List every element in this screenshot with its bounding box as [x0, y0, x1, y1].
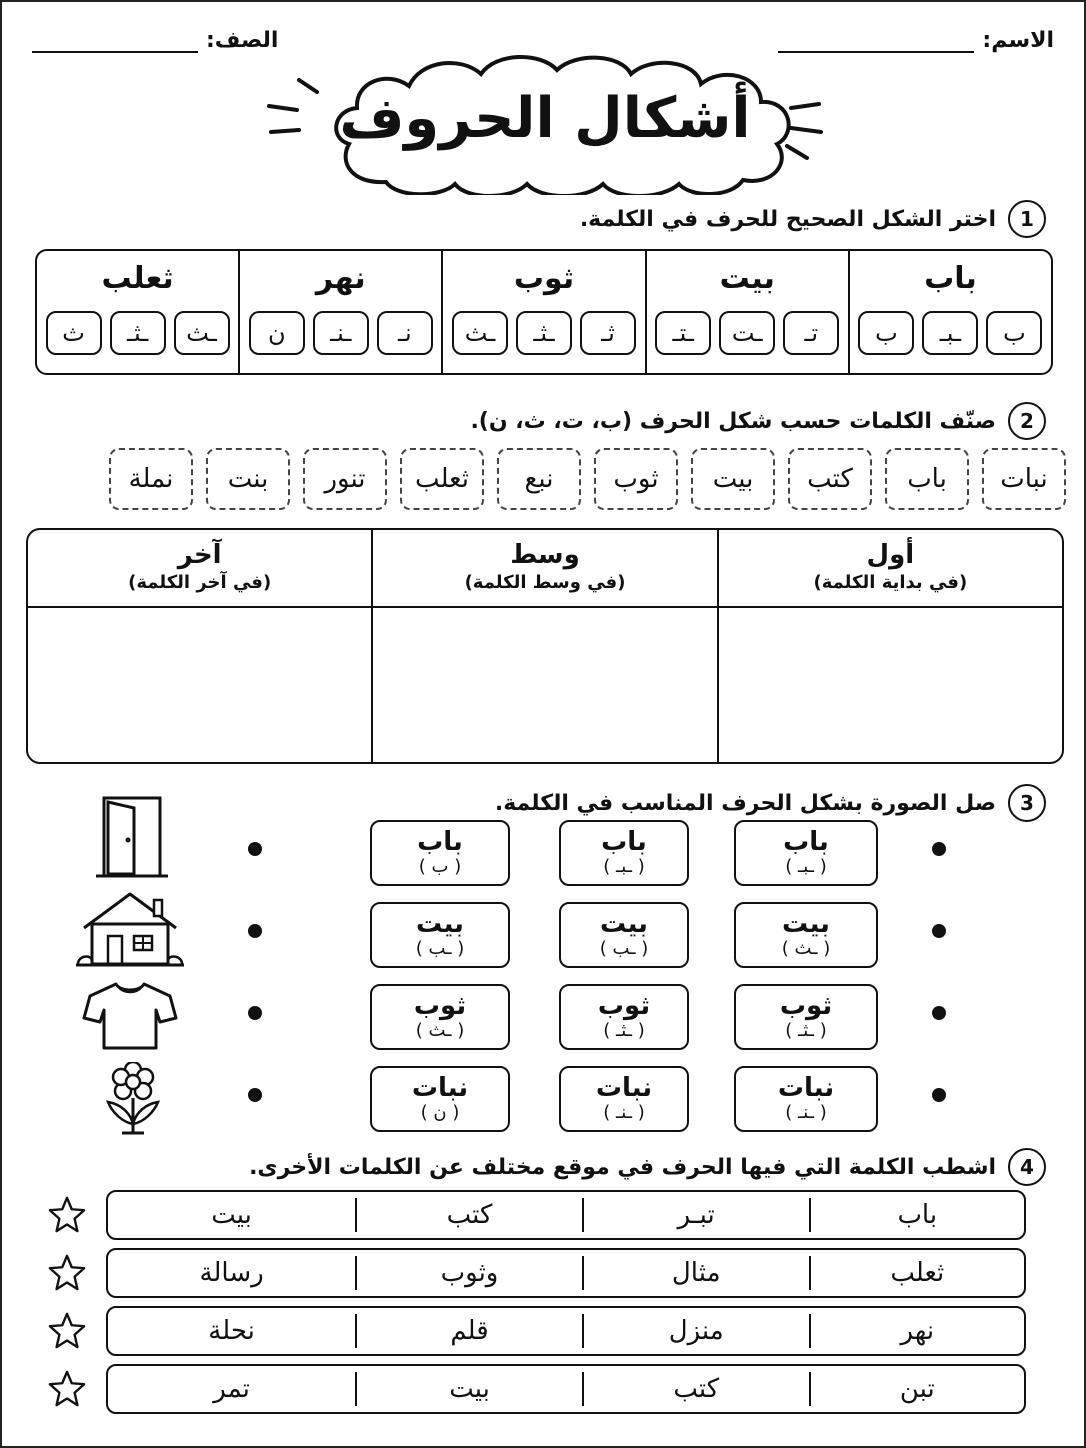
- q4-word[interactable]: كتب: [446, 1200, 493, 1230]
- q3-instruction: صل الصورة بشكل الحرف المناسب في الكلمة.: [494, 790, 996, 816]
- q3-option[interactable]: [734, 820, 878, 886]
- q1-option[interactable]: ب: [986, 311, 1042, 355]
- q1-option[interactable]: ـث: [174, 311, 230, 355]
- q1-option[interactable]: نـ: [377, 311, 433, 355]
- q2-column-middle: [371, 530, 716, 762]
- q2-word-card[interactable]: كتب: [788, 448, 872, 510]
- q4-heading: [249, 1148, 1046, 1186]
- q3-option[interactable]: [370, 984, 510, 1050]
- q3-option-word: نبات: [411, 1073, 469, 1103]
- q2-word-card[interactable]: نبات: [982, 448, 1066, 510]
- q1-option[interactable]: تـ: [783, 311, 839, 355]
- q4-word[interactable]: باب: [897, 1200, 938, 1230]
- q4-word[interactable]: تبـر: [677, 1200, 715, 1230]
- q3-number: 3: [1008, 784, 1046, 822]
- q2-word-card[interactable]: بيت: [691, 448, 775, 510]
- door-icon: [92, 794, 172, 880]
- q2-heading: [470, 402, 1046, 440]
- q1-word: باب: [924, 261, 977, 296]
- shirt-icon: [82, 980, 178, 1052]
- q3-option-word: ثوب: [413, 991, 467, 1021]
- q1-options-box: [35, 249, 1053, 375]
- q3-dot[interactable]: [932, 1088, 946, 1102]
- q4-word[interactable]: وثوب: [440, 1258, 499, 1288]
- q3-option-word: بيت: [416, 909, 464, 939]
- q1-option[interactable]: ث: [46, 311, 102, 355]
- q3-dot[interactable]: [932, 1006, 946, 1020]
- q2-answer-area[interactable]: [28, 608, 371, 762]
- q4-row: [106, 1364, 1026, 1414]
- star-icon: [48, 1369, 86, 1407]
- q2-sort-table: [26, 528, 1064, 764]
- q2-column-first: [717, 530, 1062, 762]
- q3-row: [2, 820, 1086, 888]
- class-label: الصف:: [206, 28, 279, 53]
- q2-column-title: آخر: [177, 540, 222, 570]
- q3-row: [2, 984, 1086, 1052]
- q1-heading: [580, 200, 1046, 238]
- q3-option-shape: ( ـث ): [781, 938, 831, 959]
- q2-column-subtitle: (في بداية الكلمة): [813, 572, 968, 593]
- q3-row: [2, 902, 1086, 970]
- class-line[interactable]: [32, 29, 198, 53]
- q1-option[interactable]: ـت: [719, 311, 775, 355]
- q3-heading: [495, 784, 1046, 822]
- q3-option[interactable]: [370, 1066, 510, 1132]
- q1-instruction: اختر الشكل الصحيح للحرف في الكلمة.: [579, 206, 996, 232]
- q4-word[interactable]: بيت: [211, 1200, 252, 1230]
- q1-number: 1: [1008, 200, 1046, 238]
- q2-word-card[interactable]: نبع: [497, 448, 581, 510]
- q3-dot[interactable]: [248, 842, 262, 856]
- q1-item: [238, 251, 441, 373]
- q3-option[interactable]: [559, 902, 689, 968]
- class-field: [32, 28, 278, 53]
- q4-word[interactable]: تبن: [899, 1374, 935, 1404]
- q4-row: [106, 1190, 1026, 1240]
- q1-item: [848, 251, 1051, 373]
- q2-answer-area[interactable]: [373, 608, 716, 762]
- q2-column-title: وسط: [510, 540, 580, 570]
- q3-dot[interactable]: [248, 924, 262, 938]
- q3-option-word: بيت: [600, 909, 648, 939]
- name-line[interactable]: [778, 29, 974, 53]
- q1-option[interactable]: ـنـ: [313, 311, 369, 355]
- q3-option-word: باب: [417, 827, 463, 857]
- q3-option-shape: ( ـنـ ): [603, 1102, 645, 1123]
- page-title: أشكال الحروف: [339, 86, 751, 151]
- q2-answer-area[interactable]: [719, 608, 1062, 762]
- q2-instruction: صنّف الكلمات حسب شكل الحرف (ب، ت، ث، ن).: [470, 408, 996, 434]
- q3-option[interactable]: [734, 984, 878, 1050]
- q3-option-word: بيت: [782, 909, 830, 939]
- q2-word-bank: [26, 448, 1066, 510]
- q4-word[interactable]: مثال: [671, 1258, 721, 1288]
- q3-option[interactable]: [559, 984, 689, 1050]
- q3-option[interactable]: [734, 902, 878, 968]
- star-icon: [48, 1253, 86, 1291]
- house-icon: [76, 890, 184, 970]
- q1-option[interactable]: ثـ: [580, 311, 636, 355]
- q4-word[interactable]: قلم: [450, 1316, 489, 1346]
- q1-word: ثوب: [513, 261, 575, 296]
- q3-dot[interactable]: [248, 1006, 262, 1020]
- q4-word[interactable]: نحلة: [208, 1316, 255, 1346]
- q1-word: بيت: [719, 261, 775, 296]
- q3-option-shape: ( ـثـ ): [603, 1020, 645, 1041]
- q1-option[interactable]: ـثـ: [110, 311, 166, 355]
- q1-option[interactable]: ن: [249, 311, 305, 355]
- star-icon: [48, 1195, 86, 1233]
- q3-option-shape: ( ن ): [420, 1102, 460, 1123]
- q2-column-title: أول: [866, 540, 915, 570]
- q2-number: 2: [1008, 402, 1046, 440]
- q1-item: [441, 251, 644, 373]
- q3-option[interactable]: [559, 820, 689, 886]
- q1-item: [645, 251, 848, 373]
- q4-word[interactable]: ثعلب: [890, 1258, 945, 1288]
- q3-option-shape: ( ب ): [418, 856, 462, 877]
- q1-option[interactable]: ب: [858, 311, 914, 355]
- q1-word: ثعلب: [101, 261, 174, 296]
- q3-dot[interactable]: [932, 924, 946, 938]
- q3-option[interactable]: [370, 820, 510, 886]
- q3-option-word: باب: [783, 827, 829, 857]
- q2-word-card[interactable]: باب: [885, 448, 969, 510]
- name-label: الاسم:: [982, 28, 1054, 53]
- q2-word-card[interactable]: ثعلب: [400, 448, 484, 510]
- flower-icon: [100, 1062, 170, 1136]
- q4-row: [106, 1306, 1026, 1356]
- q3-option-shape: ( ـب ): [415, 938, 465, 959]
- q2-word-card[interactable]: بنت: [206, 448, 290, 510]
- q1-option[interactable]: ـبـ: [922, 311, 978, 355]
- q3-dot[interactable]: [248, 1088, 262, 1102]
- q3-option-shape: ( ـث ): [415, 1020, 465, 1041]
- q3-option-shape: ( ـبـ ): [603, 856, 645, 877]
- q1-word: نهر: [315, 261, 366, 296]
- q3-option-word: نبات: [777, 1073, 835, 1103]
- q3-option-word: ثوب: [597, 991, 651, 1021]
- q1-option[interactable]: ـث: [452, 311, 508, 355]
- q2-column-subtitle: (في آخر الكلمة): [128, 572, 272, 593]
- q1-item: [37, 251, 238, 373]
- q3-option-word: باب: [601, 827, 647, 857]
- q2-word-card[interactable]: نملة: [109, 448, 193, 510]
- q2-column-subtitle: (في وسط الكلمة): [464, 572, 626, 593]
- q4-word[interactable]: كتب: [673, 1374, 720, 1404]
- title-cloud: [255, 50, 835, 195]
- q2-word-card[interactable]: ثوب: [594, 448, 678, 510]
- q3-option[interactable]: [370, 902, 510, 968]
- q2-column-last: [28, 530, 371, 762]
- q4-word[interactable]: رسالة: [199, 1258, 264, 1288]
- q1-option[interactable]: ـتـ: [655, 311, 711, 355]
- q3-option[interactable]: [559, 1066, 689, 1132]
- q3-option-word: ثوب: [779, 991, 833, 1021]
- q4-row: [106, 1248, 1026, 1298]
- star-icon: [48, 1311, 86, 1349]
- q3-option-shape: ( ـنـ ): [785, 1102, 827, 1123]
- q3-option-shape: ( ـثـ ): [785, 1020, 827, 1041]
- q4-word[interactable]: بيت: [449, 1374, 490, 1404]
- q2-word-card[interactable]: تنور: [303, 448, 387, 510]
- q3-dot[interactable]: [932, 842, 946, 856]
- q3-option-shape: ( ـب ): [599, 938, 649, 959]
- q4-number: 4: [1008, 1148, 1046, 1186]
- q3-option-word: نبات: [595, 1073, 653, 1103]
- q3-row: [2, 1066, 1086, 1134]
- q4-instruction: اشطب الكلمة التي فيها الحرف في موقع مختلف عن الكلمات الأخرى.: [249, 1154, 996, 1180]
- q4-word[interactable]: تمر: [213, 1374, 250, 1404]
- q1-option[interactable]: ـثـ: [516, 311, 572, 355]
- q3-option[interactable]: [734, 1066, 878, 1132]
- q4-word[interactable]: نهر: [900, 1316, 935, 1346]
- q3-option-shape: ( ـبـ ): [785, 856, 827, 877]
- q4-word[interactable]: منزل: [668, 1316, 724, 1346]
